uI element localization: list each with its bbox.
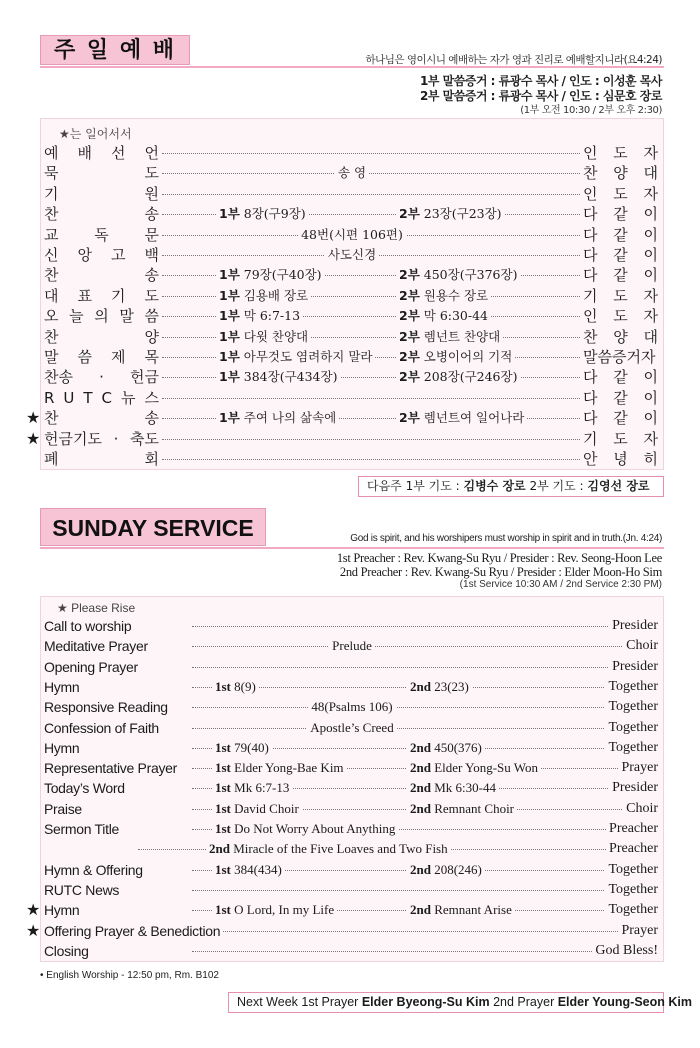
order-item-detail: 아무것도 염려하지 말라 [243,349,373,364]
order-item-detail: 23(23) [434,678,469,694]
order-item-center: 48번(시편 106편) [298,225,406,245]
english-order-row [42,697,662,717]
order-item-first-service [216,204,309,224]
order-item-label: Meditative Prayer [44,636,151,656]
order-item-center: 사도신경 [325,245,379,265]
order-item-label: 말 씀 제 목 [44,347,162,367]
order-item-role: Together [605,718,658,738]
dot-leader [162,398,632,399]
order-item-second-service [396,306,491,326]
order-item-center: Apostle’s Creed [307,718,396,738]
service-ordinal: 2nd [410,678,431,694]
dot-leader [192,890,632,891]
korean-service-times: (1부 오전 10:30 / 2부 오후 2:30) [520,105,662,116]
order-item-detail: 원용수 장로 [423,287,489,303]
order-item-role: 인 도 자 [580,143,658,163]
service-ordinal: 2부 [399,328,420,344]
order-item-label: Closing [44,941,92,961]
order-item-second-service [396,327,503,347]
order-item-label: 찬 송 [44,204,162,224]
english-service-times: (1st Service 10:30 AM / 2nd Service 2:30 PM) [459,579,662,590]
service-ordinal: 1부 [219,328,240,344]
service-ordinal: 1st [215,760,231,776]
order-item-label: 기 원 [44,184,162,204]
order-item-label: Hymn [44,738,82,758]
order-item-second-service [396,204,505,224]
order-item-role: 찬 양 대 [580,327,658,347]
order-item-role: 다 같 이 [580,367,658,387]
order-item-first-service [216,306,303,326]
service-ordinal: 1부 [219,410,240,426]
order-item-second-service [396,286,491,306]
english-order-row [42,880,662,900]
english-worship-footnote: • English Worship - 12:50 pm, Rm. B102 [40,970,219,981]
dot-leader [162,459,632,460]
english-preacher-2: 2nd Preacher : Rev. Kwang-Su Ryu / Presider : Elder Moon-Ho Sim [339,565,662,579]
order-item-detail: Mk 6:7-13 [234,780,290,796]
order-item-role: 다 같 이 [580,245,658,265]
service-ordinal: 1부 [219,206,240,222]
order-item-role: Presider [609,657,658,677]
order-item-detail: 384(434) [234,861,282,877]
service-ordinal: 1부 [219,349,240,364]
service-ordinal: 1st [215,739,231,755]
order-item-detail: Remnant Choir [434,800,515,816]
english-next-mid: 2nd Prayer [489,995,558,1009]
dot-leader [162,173,632,174]
korean-order-row [42,163,662,183]
order-item-detail: 오병이어의 기적 [423,349,513,364]
order-item-role: Together [605,738,658,758]
order-item-label: R U T C 뉴 스 [44,388,162,408]
order-item-label: Today’s Word [44,778,128,798]
star-icon: ★ [26,900,41,920]
order-item-second-service [407,860,485,880]
service-ordinal: 1st [215,861,231,877]
order-item-role: Presider [609,616,658,636]
order-item-first-service [216,265,325,285]
star-icon: ★ [26,428,41,448]
order-item-detail: O Lord, In my Life [234,902,335,918]
order-item-second-service [396,347,515,367]
service-ordinal: 2부 [399,206,420,222]
english-title: SUNDAY SERVICE [52,515,254,541]
order-item-detail: 23장(구23장) [423,206,502,222]
english-next-first: Elder Byeong-Su Kim [361,995,490,1009]
korean-order-row [26,428,662,449]
korean-order-row [42,367,662,387]
order-item-second-service [407,738,485,758]
dot-leader [192,667,632,668]
order-item-label: 대 표 기 도 [44,286,162,306]
korean-preacher-1: 1부 말씀증거 : 류광수 목사 / 인도 : 이성훈 목사 [420,74,662,88]
korean-title-rule [40,66,664,68]
english-order-row [42,657,662,677]
order-item-detail: Elder Yong-Bae Kim [234,760,344,776]
order-item-first-service [212,860,285,880]
order-item-role: Preacher [606,839,658,859]
english-order-row [42,941,662,961]
english-order-row [42,616,662,636]
english-order-row [42,839,662,859]
order-item-role: Presider [609,778,658,798]
english-rise-note: ★ Please Rise [57,601,136,615]
service-ordinal: 1부 [219,369,240,385]
order-item-role: 기 도 자 [580,286,658,306]
service-ordinal: 1부 [219,267,240,283]
english-next-prefix: Next Week 1st Prayer [237,995,362,1009]
order-item-detail: 384장(구434장) [243,369,338,385]
order-item-detail: 막 6:30-44 [423,308,489,324]
service-ordinal: 2nd [410,739,431,755]
order-item-first-service [216,347,375,367]
order-item-role: 안 녕 히 [580,449,658,469]
order-item-second-service [407,677,472,697]
order-item-detail: 8장(구9장) [243,206,306,222]
order-item-role: 찬 양 대 [580,163,658,183]
order-item-detail: David Choir [234,800,299,816]
star-icon: ★ [26,408,41,428]
service-ordinal: 1st [215,678,231,694]
korean-order-row [42,184,662,204]
service-ordinal: 1st [215,780,231,796]
order-item-role: 다 같 이 [580,204,658,224]
order-item-center: Prelude [329,636,375,656]
service-ordinal: 2부 [399,410,420,426]
order-item-detail: Miracle of the Five Loaves and Two Fish [233,841,448,857]
korean-next-prefix: 다음주 1부 기도 : [367,479,464,493]
korean-order-row [42,449,662,469]
order-item-role: Together [605,860,658,880]
order-item-role: Choir [623,799,658,819]
order-item-label: Responsive Reading [44,697,171,717]
english-verse: God is spirit, and his worshipers must worship in spirit and in truth.(Jn. 4:24) [350,533,662,544]
order-item-first-service [212,758,347,778]
order-item-detail: Mk 6:30-44 [434,780,496,796]
korean-preacher-2: 2부 말씀증거 : 류광수 목사 / 인도 : 심문호 장로 [420,89,662,103]
dot-leader [192,707,632,708]
order-item-role: 다 같 이 [580,388,658,408]
order-item-first-service [212,738,272,758]
english-order-row [26,900,662,920]
order-item-role: Together [605,880,658,900]
order-item-role: Together [605,677,658,697]
english-order-row [42,718,662,738]
order-item-first-service [212,778,292,798]
order-item-role: Prayer [618,758,658,778]
order-item-detail: 막 6:7-13 [243,308,301,324]
order-item-detail: 8(9) [234,678,256,694]
service-ordinal: 1st [215,800,231,816]
order-item-label: Opening Prayer [44,657,141,677]
service-ordinal: 2nd [209,841,230,857]
order-item-second-service [396,367,520,387]
order-item-detail: Remnant Arise [434,902,512,918]
service-ordinal: 2nd [410,800,431,816]
english-order-row [42,799,662,819]
korean-next-mid: 2부 기도 : [525,479,588,493]
service-ordinal: 2nd [410,780,431,796]
order-item-second-service [206,839,451,859]
order-item-detail: 208장(구246장) [423,369,518,385]
order-item-label: 헌금기도 · 축도 [44,429,162,449]
order-item-first-service [212,677,259,697]
korean-order-row [42,143,662,163]
korean-next-first: 김병수 장로 [463,479,526,493]
service-ordinal: 2nd [410,760,431,776]
korean-order-row [42,245,662,265]
korean-order-row [42,306,662,326]
order-item-label: Praise [44,799,85,819]
order-item-label: 오 늘 의 말 씀 [44,306,162,326]
order-item-label: 묵 도 [44,163,162,183]
dot-leader [192,951,632,952]
order-item-role: 인 도 자 [580,184,658,204]
english-next-second: Elder Young-Seon Kim [557,995,692,1009]
service-ordinal: 2부 [399,287,420,303]
english-next-week-box [228,992,692,1013]
order-item-second-service [396,408,527,428]
order-item-detail: 450(376) [434,739,482,755]
dot-leader [162,255,632,256]
service-ordinal: 2부 [399,349,420,364]
order-item-role: Prayer [618,921,658,941]
korean-order-row [26,408,662,428]
order-item-label: Representative Prayer [44,758,180,778]
order-item-label: 찬 양 [44,327,162,347]
order-item-first-service [216,408,339,428]
order-item-center: 48(Psalms 106) [308,697,395,717]
korean-next-week-box [358,476,664,497]
korean-order-row [42,327,662,347]
order-item-label: Hymn [44,677,82,697]
dot-leader [192,931,632,932]
order-item-role: Preacher [606,819,658,839]
korean-title-box [40,35,190,65]
order-item-first-service [212,819,398,839]
english-order-row [42,758,662,778]
english-title-box [40,508,266,546]
order-item-detail: Do Not Worry About Anything [234,821,396,836]
korean-order-row [42,204,662,224]
english-order-row [26,920,662,941]
order-item-label: Offering Prayer & Benediction [44,921,223,941]
order-item-label: 찬 송 [44,408,162,428]
order-item-center: 송 영 [335,163,369,183]
order-item-detail: 다윗 찬양대 [243,328,309,344]
dot-leader [192,728,632,729]
order-item-label: 신 앙 고 백 [44,245,162,265]
korean-order-row [42,265,662,285]
english-order-row [42,860,662,880]
english-order-row [42,778,662,798]
english-order-row [42,677,662,697]
order-item-label: Call to worship [44,616,134,636]
service-ordinal: 1부 [219,308,240,324]
dot-leader [162,194,632,195]
star-icon: ★ [26,920,41,940]
order-item-first-service [216,286,311,306]
order-item-role: 다 같 이 [580,225,658,245]
order-item-detail: 김용배 장로 [243,287,309,303]
order-item-label: Sermon Title [44,819,122,839]
order-item-detail: 주여 나의 삶속에 [243,410,337,426]
order-item-detail: Elder Yong-Su Won [434,760,539,776]
english-preacher-1: 1st Preacher : Rev. Kwang-Su Ryu / Presider : Rev. Seong-Hoon Lee [336,551,662,565]
order-item-second-service [407,758,541,778]
korean-order-row [42,388,662,408]
korean-order-row [42,286,662,306]
order-item-detail: 79장(구40장) [243,267,322,283]
order-item-role: Together [605,697,658,717]
service-ordinal: 2부 [399,308,420,324]
order-item-first-service [216,367,340,387]
service-ordinal: 2nd [410,861,431,877]
english-title-rule [40,547,664,549]
order-item-detail: 79(40) [234,739,269,755]
order-item-first-service [212,900,337,920]
order-item-label: 찬송 · 헌금 [44,367,162,387]
order-item-label: 찬 송 [44,265,162,285]
order-item-role: Choir [623,636,658,656]
service-ordinal: 1부 [219,287,240,303]
order-item-second-service [407,778,499,798]
order-item-second-service [396,265,520,285]
order-item-role: 인 도 자 [580,306,658,326]
english-order-row [42,738,662,758]
korean-next-second: 김영선 장로 [587,479,650,493]
order-item-label: RUTC News [44,880,122,900]
order-item-role: 다 같 이 [580,265,658,285]
service-ordinal: 1st [215,902,231,918]
order-item-first-service [212,799,302,819]
order-item-role: 다 같 이 [580,408,658,428]
order-item-label: Confession of Faith [44,718,162,738]
order-item-second-service [407,799,517,819]
service-ordinal: 2부 [399,267,420,283]
dot-leader [162,153,632,154]
order-item-label: Hymn & Offering [44,860,146,880]
order-item-detail: 450장(구376장) [423,267,518,283]
dot-leader [192,646,632,647]
order-item-label: 폐 회 [44,449,162,469]
order-item-role: God Bless! [592,941,658,961]
order-item-role: Together [605,900,658,920]
order-item-label: 예 배 선 언 [44,143,162,163]
service-ordinal: 2nd [410,902,431,918]
order-item-label: 교 독 문 [44,225,162,245]
order-item-label: Hymn [44,900,82,920]
dot-leader [162,439,632,440]
order-item-detail: 렘넌트여 일어나라 [423,410,525,426]
order-item-role: 기 도 자 [580,429,658,449]
order-item-second-service [407,900,515,920]
dot-leader [192,626,632,627]
korean-rise-note: ★는 일어서서 [59,127,132,141]
order-item-first-service [216,327,311,347]
order-item-detail: 렘넌트 찬양대 [423,328,501,344]
korean-title: 주 일 예 배 [54,38,176,63]
korean-verse: 하나님은 영이시니 예배하는 자가 영과 진리로 예배할지니라(요4:24) [365,54,662,66]
korean-order-row [42,347,662,367]
english-order-row [42,819,662,839]
service-ordinal: 2부 [399,369,420,385]
service-ordinal: 1st [215,821,231,836]
order-item-detail: 208(246) [434,861,482,877]
english-order-row [42,636,662,656]
order-item-role: 말씀증거자 [580,347,658,367]
korean-order-row [42,225,662,245]
